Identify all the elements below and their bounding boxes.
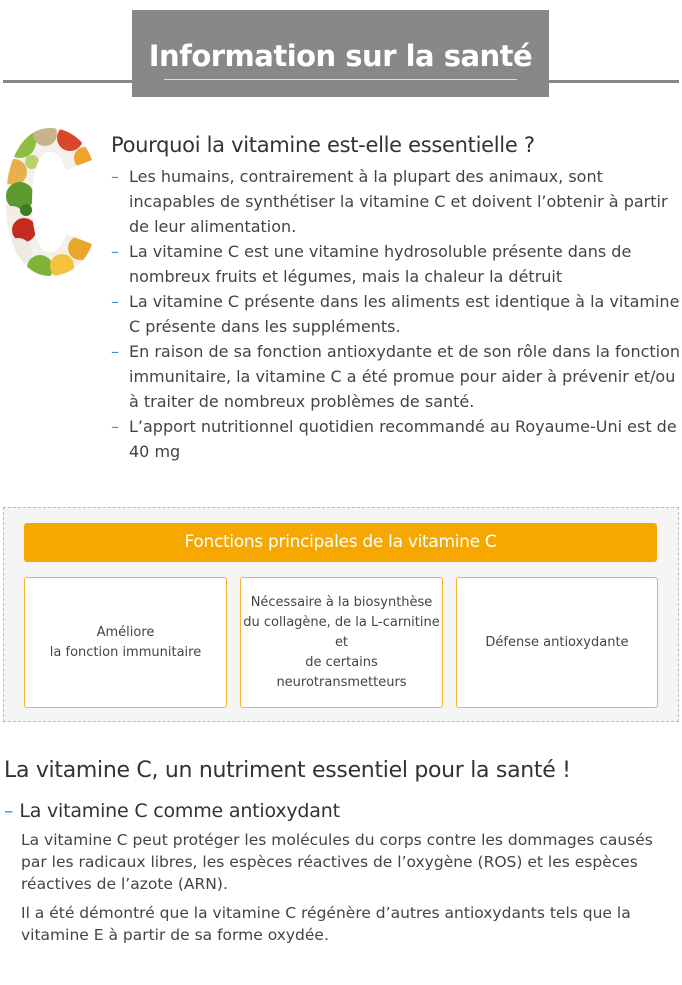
dash-bullet: – <box>111 167 119 186</box>
page-title: Information sur la santé <box>148 39 533 73</box>
paragraph: La vitamine C peut protéger les molécules du corps contre les dommages causés par les radicaux libres, les espèces réactives de l’oxygène (ROS) et les espèces réactives de l’azote (ARN). <box>21 831 653 893</box>
functions-panel <box>3 507 679 722</box>
function-card-antioxidant: Défense antioxydante <box>456 577 658 708</box>
subsection-title: – La vitamine C comme antioxydant <box>4 800 340 822</box>
list-item: – La vitamine C est une vitamine hydrosoluble présente dans de nombreux fruits et légumes, mais la chaleur la détruit <box>111 239 681 289</box>
why-list <box>111 164 681 464</box>
vitamin-c-letter-image <box>0 122 100 282</box>
page-header <box>132 10 549 97</box>
header-underline <box>164 79 517 80</box>
functions-title: Fonctions principales de la vitamine C <box>24 523 657 562</box>
dash-bullet: – <box>111 342 119 361</box>
dash-bullet: – <box>111 417 119 436</box>
why-title: Pourquoi la vitamine est-elle essentielle ? <box>111 133 535 157</box>
function-card-immunity: Améliore la fonction immunitaire <box>24 577 227 708</box>
section-title: La vitamine C, un nutriment essentiel pour la santé ! <box>4 758 571 783</box>
function-card-biosynthesis: Nécessaire à la biosynthèse du collagène, de la L-carnitine et de certains neurotransmetteurs <box>240 577 443 708</box>
paragraph: Il a été démontré que la vitamine C régénère d’autres antioxydants tels que la vitamine E à partir de sa forme oxydée. <box>21 904 631 944</box>
dash-bullet: – <box>111 242 119 261</box>
dash-bullet: – <box>111 292 119 311</box>
list-item: – Les humains, contrairement à la plupart des animaux, sont incapables de synthétiser la vitamine C et doivent l’obtenir à partir de leur alimentation. <box>111 164 681 239</box>
list-item: – L’apport nutritionnel quotidien recommandé au Royaume-Uni est de 40 mg <box>111 414 681 464</box>
list-item: – La vitamine C présente dans les aliments est identique à la vitamine C présente dans les suppléments. <box>111 289 681 339</box>
dash-bullet: – <box>4 800 14 822</box>
list-item: – En raison de sa fonction antioxydante et de son rôle dans la fonction immunitaire, la vitamine C a été promue pour aider à prévenir et/ou à traiter de nombreux problèmes de santé. <box>111 339 681 414</box>
